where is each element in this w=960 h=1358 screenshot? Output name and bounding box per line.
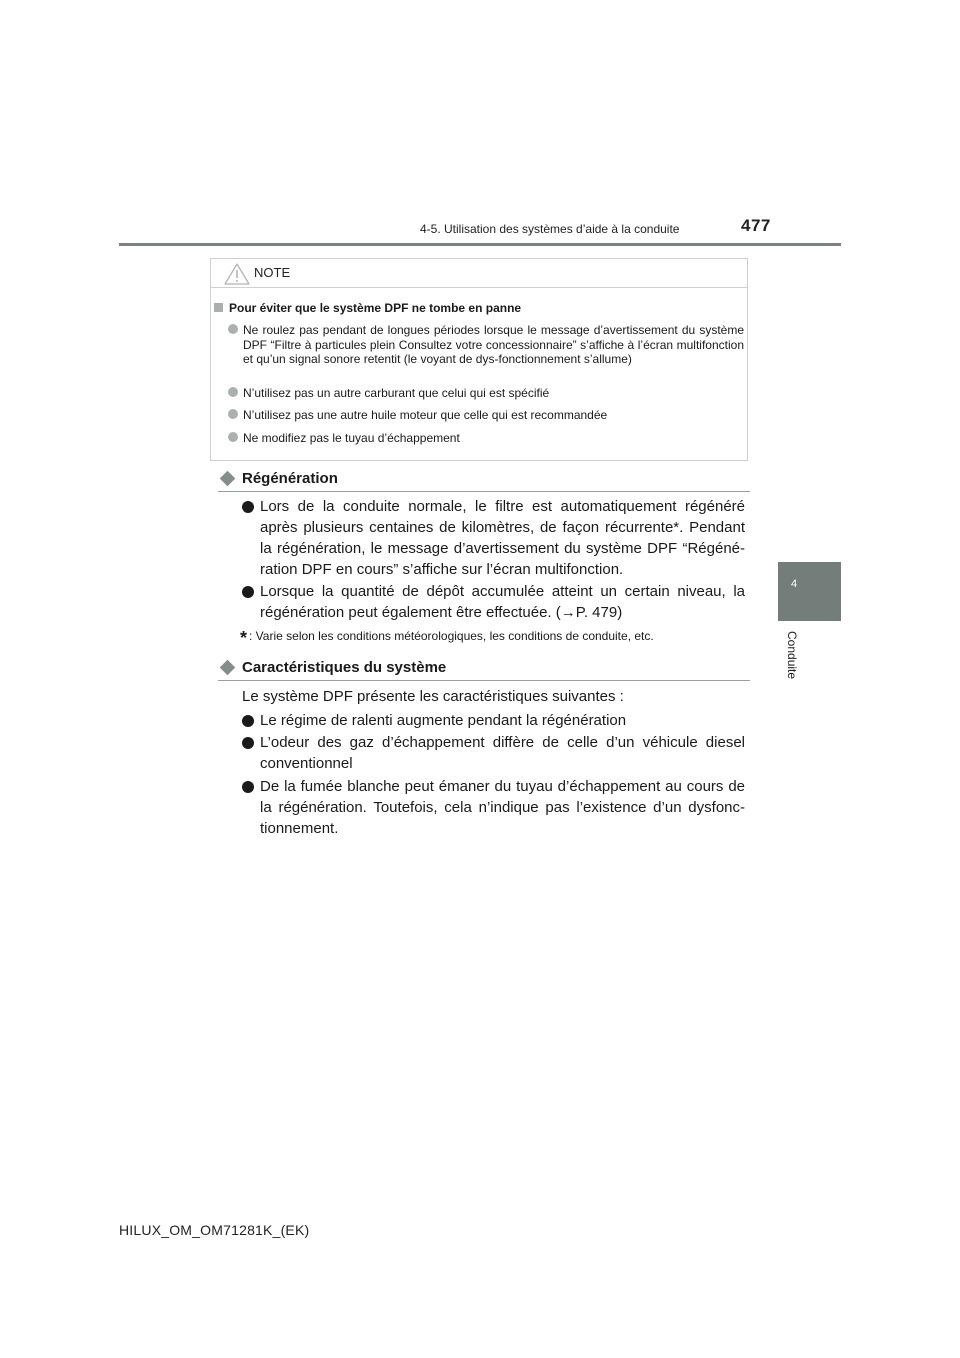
- chapter-tab-number: 4: [790, 578, 798, 590]
- note-item-text: Ne roulez pas pendant de longues périodes lorsque le message d’avertissement du système DPF “Filtre à particules plein Consultez votre concessionnaire” s’affiche à l’écran multifonction et qu’un signal sonore retentit (le voyant de dys-fonctionnement s’allume): [243, 323, 744, 366]
- note-item-text: N’utilisez pas un autre carburant que celui qui est spécifié: [243, 386, 550, 400]
- note-subheading-text: Pour éviter que le système DPF ne tombe en panne: [229, 301, 522, 315]
- note-item: [228, 386, 744, 401]
- square-bullet-icon: [214, 303, 223, 312]
- note-item: [228, 323, 744, 367]
- list-item-text: Le régime de ralenti augmente pendant la régénération: [260, 712, 627, 729]
- bullet-icon: [242, 501, 254, 513]
- note-box: [210, 258, 748, 461]
- list-item: [242, 581, 745, 623]
- section-intro: Le système DPF présente les caractéristiques suivantes :: [242, 688, 624, 705]
- chapter-tab: [778, 562, 841, 621]
- note-header: [211, 259, 747, 288]
- note-item: [228, 408, 744, 423]
- running-header-section: 4-5. Utilisation des systèmes d’aide à la conduite: [420, 222, 680, 236]
- list-item: [242, 732, 745, 774]
- note-item-text: Ne modifiez pas le tuyau d’échappement: [243, 431, 460, 445]
- section-title-regeneration: Régénération: [242, 470, 338, 487]
- section-divider: [218, 491, 750, 492]
- list-item-text: Lors de la conduite normale, le filtre est automatiquement régénéré après plusieurs centaines de kilomètres, de façon récurrente*. Pendant la régénération, le message d’avertissement du système DPF “Régéné-ration DPF en cours” s’affiche sur l’écran multifonction.: [260, 498, 745, 578]
- section-divider: [218, 680, 750, 681]
- note-item: [228, 431, 744, 446]
- bullet-icon: [228, 387, 238, 397]
- page-number: 477: [741, 216, 771, 235]
- bullet-icon: [242, 737, 254, 749]
- bullet-icon: [242, 781, 254, 793]
- note-subheading: [214, 301, 521, 315]
- bullet-icon: [242, 715, 254, 727]
- footnote-text: : Varie selon les conditions météorologiques, les conditions de conduite, etc.: [249, 629, 654, 643]
- footnote: [240, 628, 654, 649]
- diamond-icon: [220, 660, 236, 676]
- list-item: [242, 710, 745, 731]
- note-item-text: N’utilisez pas une autre huile moteur que celle qui est recommandée: [243, 408, 608, 422]
- footnote-mark: *: [240, 628, 248, 648]
- bullet-icon: [228, 324, 238, 334]
- diamond-icon: [220, 471, 236, 487]
- list-item: [242, 776, 745, 839]
- chapter-tab-label: Conduite: [785, 631, 799, 680]
- document-code: HILUX_OM_OM71281K_(EK): [119, 1222, 310, 1238]
- list-item: [242, 496, 745, 580]
- list-item-text: L’odeur des gaz d’échappement diffère de celle d’un véhicule diesel conventionnel: [260, 734, 745, 772]
- bullet-icon: [228, 409, 238, 419]
- section-title-characteristics: Caractéristiques du système: [242, 659, 447, 676]
- header-divider: [119, 243, 841, 246]
- warning-triangle-icon: [224, 263, 250, 285]
- list-item-text: De la fumée blanche peut émaner du tuyau d’échappement au cours de la régénération. Toutefois, cela n’indique pas l’existence d’un dysfonc-tionnement.: [260, 778, 745, 837]
- note-title: NOTE: [254, 265, 291, 280]
- bullet-icon: [242, 586, 254, 598]
- list-item-text: Lorsque la quantité de dépôt accumulée atteint un certain niveau, la régénération peut également être effectuée. (→P. 479): [260, 583, 745, 621]
- bullet-icon: [228, 432, 238, 442]
